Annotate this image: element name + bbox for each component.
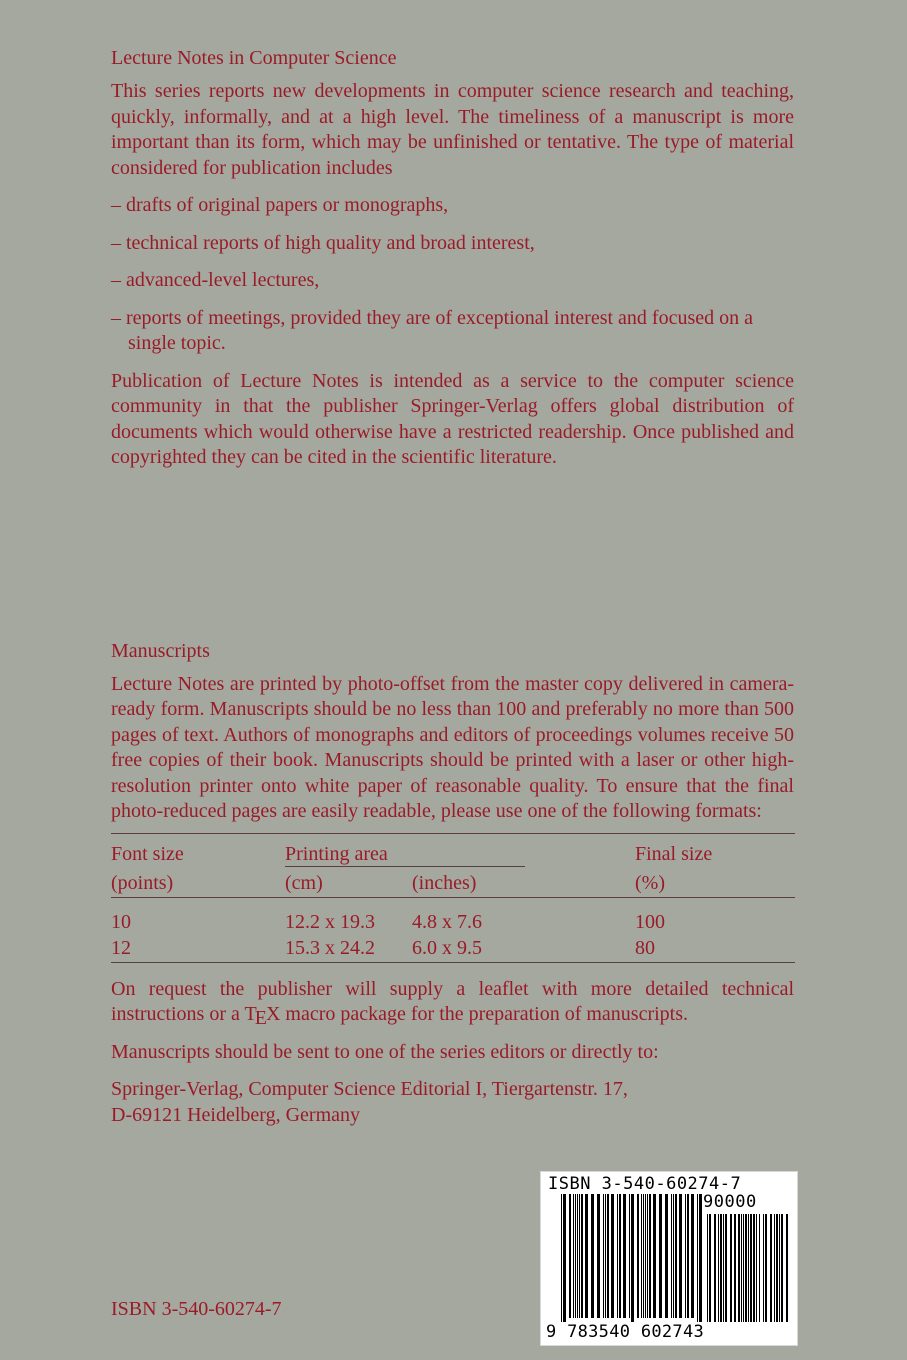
barcode-bar (725, 1214, 727, 1322)
list-item: – technical reports of high quality and broad interest, (111, 231, 535, 254)
barcode-bar (714, 1214, 716, 1322)
barcode-bar (743, 1214, 744, 1322)
barcode-bar (776, 1214, 778, 1322)
barcode-bar (699, 1194, 702, 1322)
barcode-addon-digits: 90000 (703, 1192, 757, 1212)
barcode-bar (603, 1194, 604, 1318)
barcode-bar (649, 1194, 651, 1318)
barcode-bar (585, 1194, 588, 1318)
barcode-bar (756, 1214, 757, 1322)
barcode (540, 1171, 798, 1346)
header-font-size: Font size (111, 833, 285, 866)
barcode-bar (641, 1194, 642, 1318)
cm-cell: 12.2 x 19.3 (285, 897, 412, 934)
barcode-bar (707, 1214, 708, 1322)
barcode-bar (709, 1214, 711, 1322)
table-row (111, 897, 795, 934)
header-percent: (%) (635, 871, 665, 894)
barcode-bar (665, 1194, 668, 1318)
barcode-bar (759, 1214, 760, 1322)
barcode-bar (647, 1194, 648, 1318)
manuscripts-heading: Manuscripts (111, 639, 210, 662)
barcode-bar (781, 1214, 783, 1322)
isbn-text: ISBN 3-540-60274-7 (111, 1298, 282, 1320)
barcode-bar (561, 1194, 562, 1322)
publication-paragraph: Publication of Lecture Notes is intended as a service to the computer science community in that the publisher Springer-Verlag offers global distribution of documents which would otherwise have a restricted readership. Once published and copyrighted they can be cited in the scientific literature. (111, 369, 794, 468)
header-inches: (inches) (412, 871, 477, 894)
barcode-bar (573, 1194, 574, 1318)
list-item: – drafts of original papers or monographs, (111, 194, 449, 216)
barcode-bar (569, 1194, 571, 1318)
barcode-bar (720, 1214, 722, 1322)
barcode-ean-digits: 9 783540 602743 (546, 1322, 705, 1342)
page-content (111, 42, 794, 1128)
address-line-1: Springer-Verlag, Computer Science Editorial I, Tiergartenstr. 17, (111, 1078, 628, 1100)
final-size-cell: 80 (635, 934, 795, 963)
series-intro: This series reports new developments in computer science research and teaching, quickly, informally, and at a high level. The timeliness of a manuscript is more important than its form, which may be unfinished or tentative. The type of material considered for publication includes (111, 80, 794, 179)
inches-cell: 4.8 x 7.6 (412, 897, 525, 934)
material-list (111, 193, 794, 357)
request-paragraph: On request the publisher will supply a leaflet with more detailed technical instructions or a TEX macro package for the preparation of manuscripts. (111, 977, 794, 1029)
barcode-bar (637, 1194, 639, 1318)
barcode-bar (607, 1194, 609, 1318)
table-row (111, 934, 795, 963)
barcode-bar (675, 1194, 677, 1318)
barcode-bar (597, 1194, 600, 1318)
barcode-bar (779, 1214, 780, 1322)
inches-cell: 6.0 x 9.5 (412, 934, 525, 963)
barcode-bar (723, 1214, 724, 1322)
barcode-bar (617, 1194, 618, 1318)
cm-cell: 15.3 x 24.2 (285, 934, 412, 963)
barcode-bar (575, 1194, 576, 1318)
barcode-bar (563, 1194, 566, 1322)
barcode-isbn-label: ISBN 3-540-60274-7 (548, 1174, 742, 1194)
barcode-bar (750, 1214, 752, 1322)
font-size-cell: 12 (111, 934, 285, 963)
barcode-bar (631, 1194, 634, 1322)
barcode-bar (687, 1194, 689, 1318)
barcode-bar (579, 1194, 580, 1318)
header-printing-area: Printing area (285, 833, 525, 866)
barcode-bar (605, 1194, 606, 1318)
barcode-bar (685, 1194, 686, 1318)
tex-logo: TEX (244, 1003, 281, 1029)
barcode-bar (691, 1194, 694, 1318)
barcode-bar (653, 1194, 656, 1318)
barcode-bar (745, 1214, 747, 1322)
barcode-bar (718, 1214, 719, 1322)
barcode-bar (697, 1194, 698, 1322)
header-final-size: Final size (635, 833, 795, 866)
barcode-bar (671, 1194, 672, 1318)
series-heading: Lecture Notes in Computer Science (111, 47, 397, 69)
formats-table (111, 833, 795, 963)
barcode-bar (786, 1214, 788, 1322)
barcode-bar (774, 1214, 775, 1322)
barcode-bar (763, 1214, 764, 1322)
barcode-bar (741, 1214, 742, 1322)
barcode-bar (748, 1214, 749, 1322)
barcode-bar (577, 1194, 578, 1318)
barcode-bar (765, 1214, 767, 1322)
barcode-bar (645, 1194, 646, 1318)
manuscripts-intro: Lecture Notes are printed by photo-offset from the master copy delivered in camera-ready form. Manuscripts should be no less than 100 and preferably no more than 500 pages of text. Authors of monographs and editors of proceedings volumes receive 50 free copies of their book. Manuscripts should be printed with a laser or other high-resolution printer onto white paper of reasonable quality. To ensure that the final photo-reduced pages are easily readable, please use one of the following formats: (111, 672, 794, 822)
final-size-cell: 100 (635, 897, 795, 934)
barcode-bar (623, 1194, 626, 1318)
barcode-bar (659, 1194, 662, 1318)
address-line-2: D-69121 Heidelberg, Germany (111, 1103, 361, 1126)
send-paragraph: Manuscripts should be sent to one of the series editors or directly to: (111, 1040, 659, 1063)
barcode-bar (753, 1214, 755, 1322)
barcode-bar (673, 1194, 674, 1318)
barcode-bar (679, 1194, 682, 1318)
barcode-bar (734, 1214, 736, 1322)
barcode-bar (629, 1194, 630, 1318)
barcode-bar (770, 1214, 772, 1322)
barcode-bar (581, 1194, 583, 1318)
barcode-bars (541, 1172, 797, 1345)
list-item: – reports of meetings, provided they are of exceptional interest and focused on a single topic. (111, 306, 754, 354)
header-cm: (cm) (285, 871, 323, 894)
barcode-bar (591, 1194, 594, 1318)
barcode-bar (643, 1194, 644, 1318)
barcode-bar (619, 1194, 621, 1318)
header-points: (points) (111, 871, 174, 894)
barcode-bar (730, 1214, 732, 1322)
barcode-bar (611, 1194, 614, 1318)
list-item: – advanced-level lectures, (111, 269, 320, 291)
font-size-cell: 10 (111, 897, 285, 934)
barcode-bar (738, 1214, 740, 1322)
